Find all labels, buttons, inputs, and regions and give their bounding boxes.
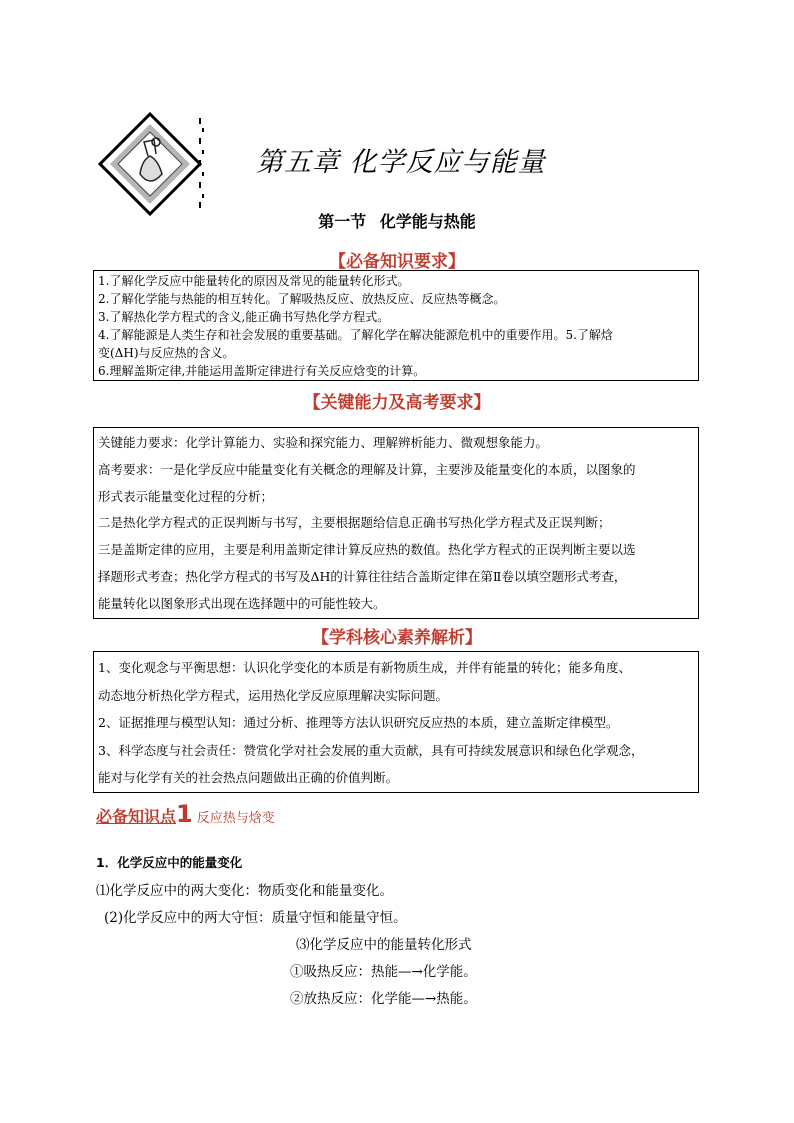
chapter-title: 第五章 化学反应与能量 <box>256 147 546 178</box>
ability-line: 择题形式考查；热化学方程式的书写及ΔH的计算往往结合盖斯定律在第Ⅱ卷以填空题形式考查， <box>98 568 627 584</box>
content-line: ①吸热反应：热能—→化学能。 <box>290 964 477 980</box>
ability-line: 高考要求：一是化学反应中能量变化有关概念的理解及计算，主要涉及能量变化的本质，以图象的 <box>98 461 636 477</box>
ability-requirements-banner: 【关键能力及高考要求】 <box>303 393 491 413</box>
knowledge-requirements-banner: 【必备知识要求】 <box>329 252 465 272</box>
decorative-divider-icon <box>197 116 205 212</box>
knowledge-requirements-box <box>93 270 699 381</box>
literacy-line: 3、科学态度与社会责任：赞赏化学对社会发展的重大贡献，具有可持续发展意识和绿色化学观念， <box>98 742 644 758</box>
ability-line: 三是盖斯定律的应用，主要是利用盖斯定律计算反应热的数值。热化学方程式的正误判断主要以选 <box>98 542 636 558</box>
knowledge-point-topic: 反应热与焓变 <box>196 811 275 826</box>
literacy-line: 2、证据推理与模型认知：通过分析、推理等方法认识研究反应热的本质，建立盖斯定律模型。 <box>98 715 619 730</box>
knowledge-item: 3.了解热化学方程式的含义,能正确书写热化学方程式。 <box>98 310 390 324</box>
knowledge-item: 6.理解盖斯定律,并能运用盖斯定律进行有关反应焓变的计算。 <box>98 364 426 378</box>
ability-line: 形式表示能量变化过程的分析； <box>98 488 274 504</box>
content-line: ⑶化学反应中的能量转化形式 <box>296 937 472 953</box>
content-line: (2)化学反应中的两大守恒：质量守恒和能量守恒。 <box>104 910 407 926</box>
knowledge-item: 变(ΔH)与反应热的含义。 <box>98 346 235 360</box>
knowledge-item: 4.了解能源是人类生存和社会发展的重要基础。了解化学在解决能源危机中的重要作用。5.了解焓 <box>98 328 613 342</box>
ability-requirements-box <box>93 427 699 619</box>
knowledge-point-heading <box>96 800 275 828</box>
content-line: ⑴化学反应中的两大变化：物质变化和能量变化。 <box>96 883 393 899</box>
ability-line: 二是热化学方程式的正误判断与书写，主要根据题给信息正确书写热化学方程式及正误判断； <box>98 515 611 531</box>
literacy-analysis-banner: 【学科核心素养解析】 <box>312 628 482 648</box>
knowledge-item: 1.了解化学反应中能量转化的原因及常见的能量转化形式。 <box>98 274 410 288</box>
content-line: ②放热反应：化学能—→热能。 <box>290 991 477 1007</box>
literacy-line: 动态地分析热化学方程式，运用热化学反应原理解决实际问题。 <box>98 687 449 703</box>
ability-line: 关键能力要求：化学计算能力、实验和探究能力、理解辨析能力、微观想象能力。 <box>98 435 549 450</box>
literacy-line: 1、变化观念与平衡思想：认识化学变化的本质是有新物质生成，并伴有能量的转化；能多角度、 <box>98 660 631 675</box>
knowledge-point-number: 1 <box>176 800 193 828</box>
literacy-line: 能对与化学有关的社会热点问题做出正确的价值判断。 <box>98 770 399 785</box>
chapter-logo-icon <box>98 112 202 216</box>
literacy-analysis-box <box>93 651 699 793</box>
ability-line: 能量转化以图象形式出现在选择题中的可能性较大。 <box>98 595 386 611</box>
section-title: 第一节 化学能与热能 <box>318 212 476 231</box>
content-heading: 1．化学反应中的能量变化 <box>96 855 243 870</box>
knowledge-item: 2.了解化学能与热能的相互转化。了解吸热反应、放热反应、反应热等概念。 <box>98 292 506 306</box>
knowledge-point-label: 必备知识点 <box>96 807 177 826</box>
